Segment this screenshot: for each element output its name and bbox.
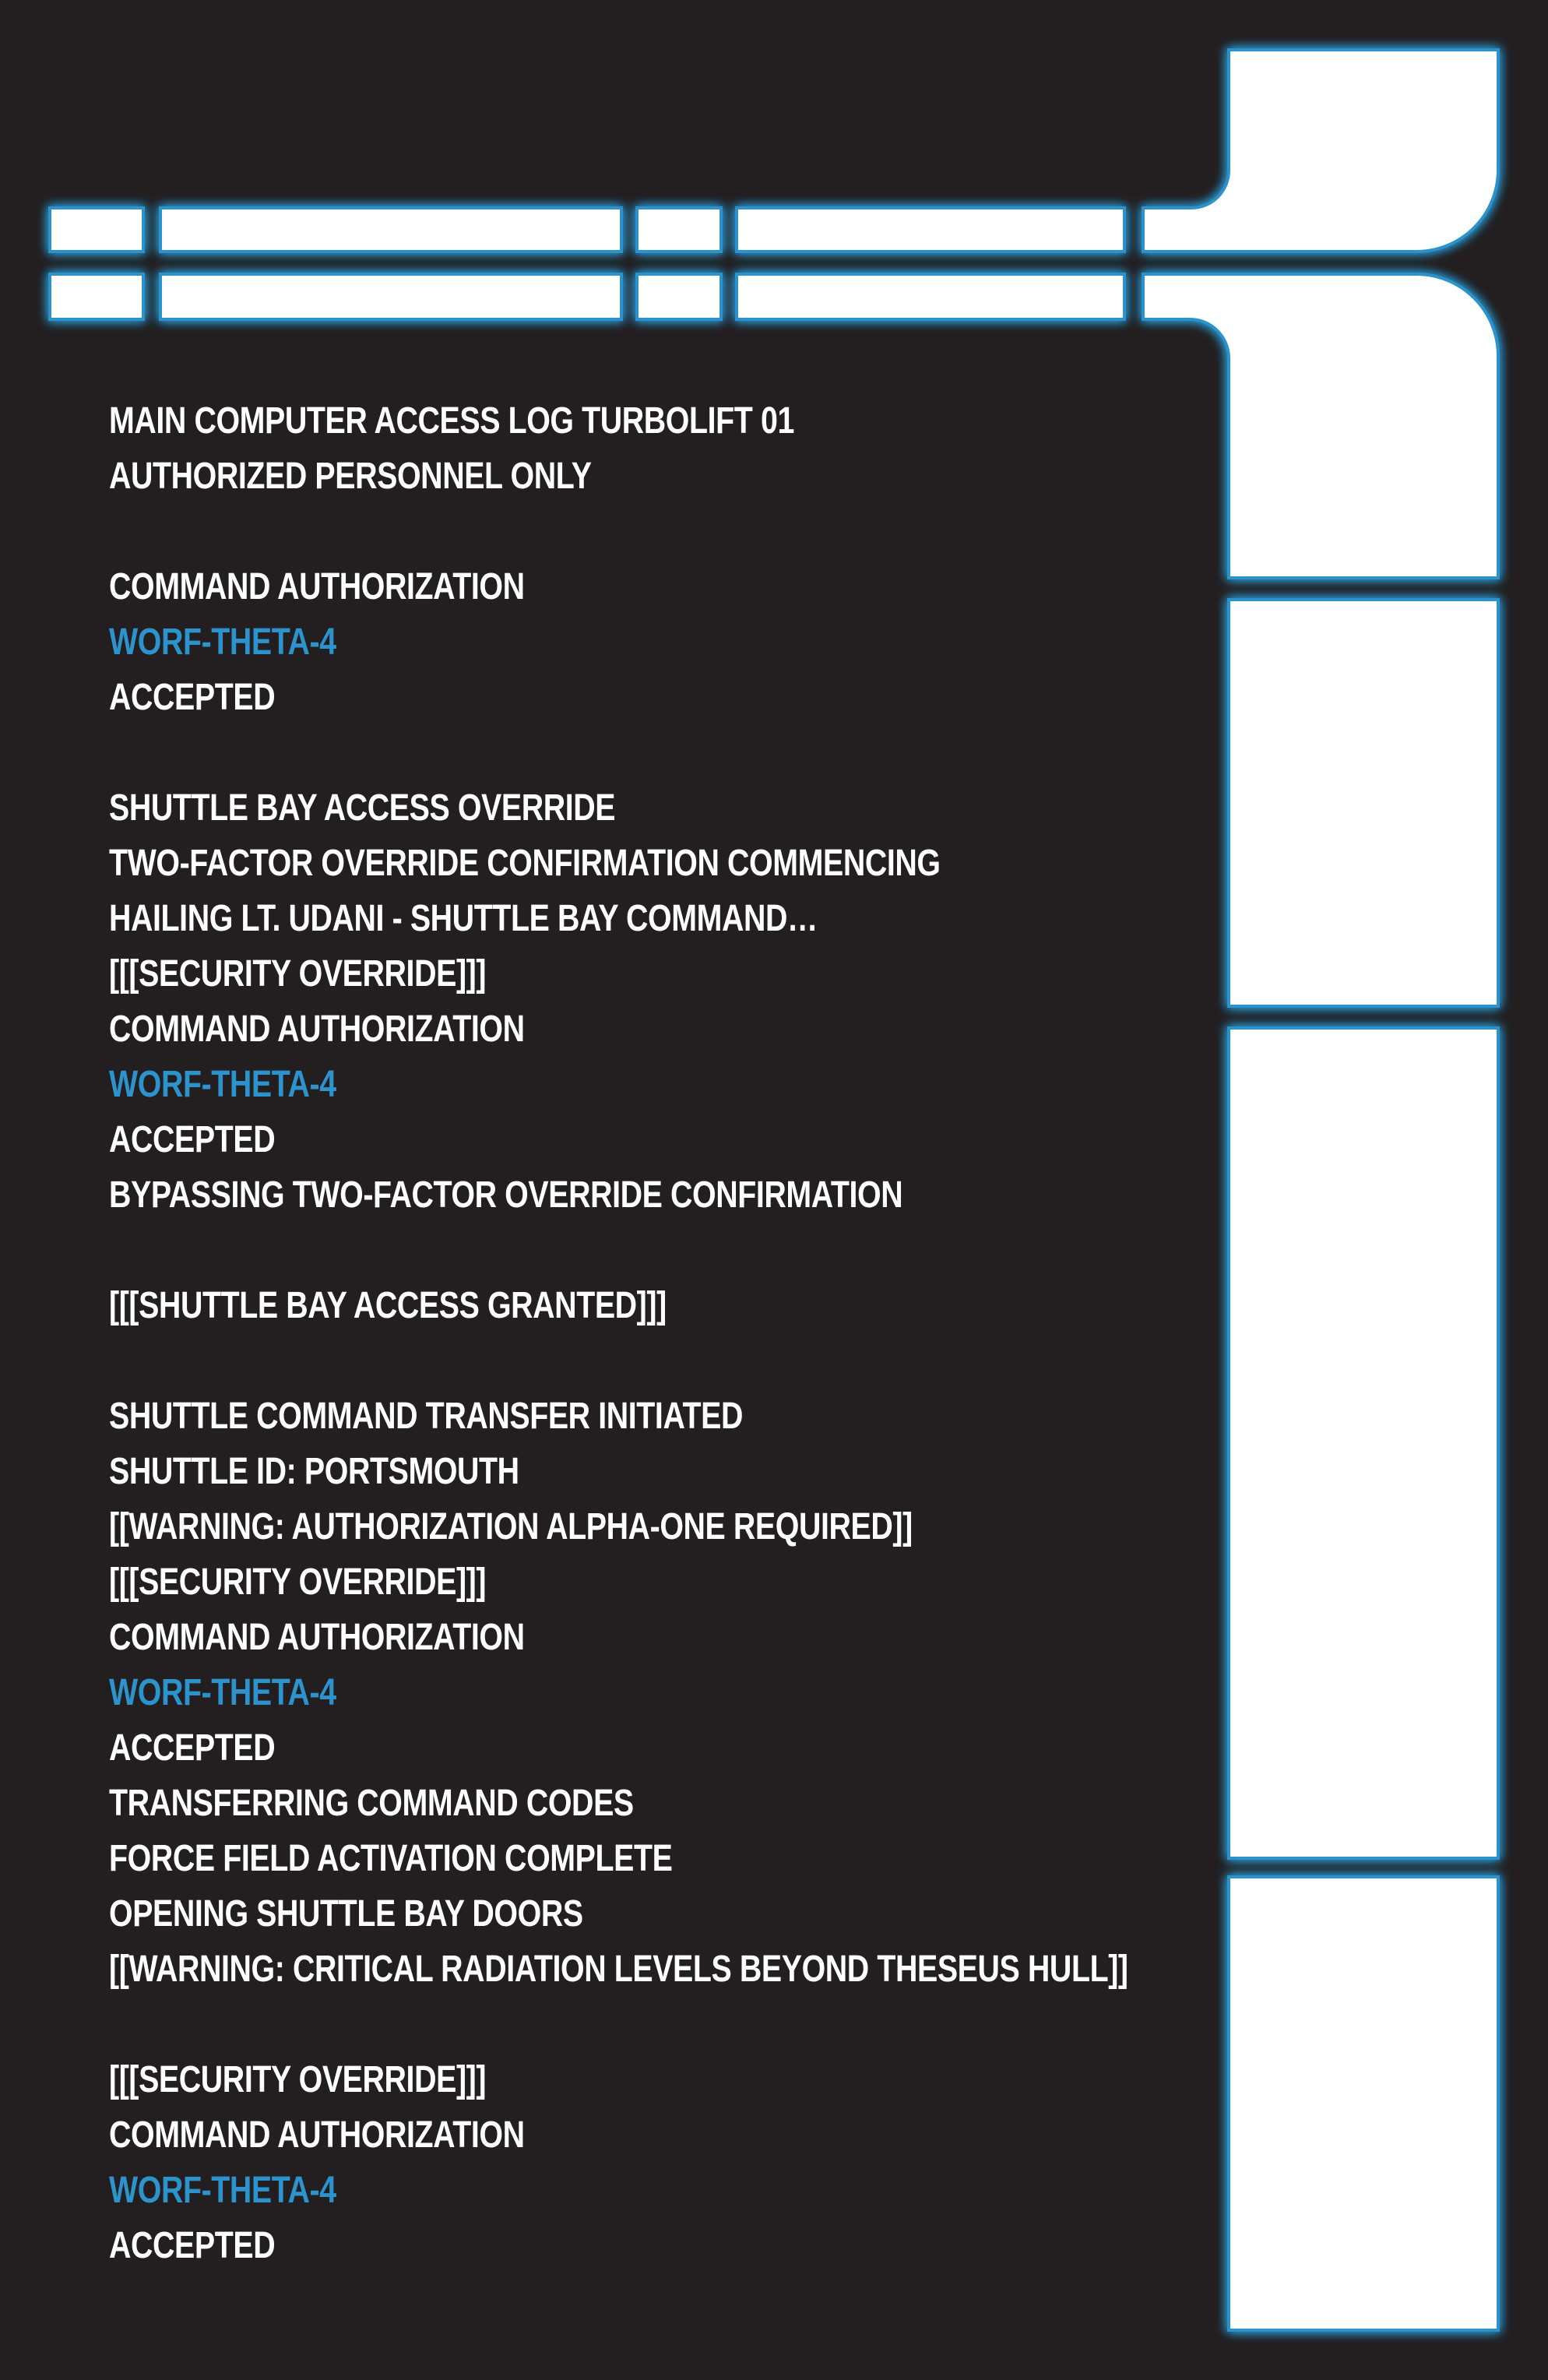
lcars-column-segment-3: [1229, 1877, 1498, 2330]
log-spacer: [109, 1223, 990, 1278]
lcars-bar-bottom-4: [737, 274, 1124, 319]
access-log: [109, 393, 1184, 2273]
log-line: ACCEPTED: [109, 1119, 276, 1160]
lcars-elbow-top: [1143, 50, 1498, 252]
log-line: TRANSFERRING COMMAND CODES: [109, 1783, 634, 1824]
log-line: OPENING SHUTTLE BAY DOORS: [109, 1893, 583, 1935]
lcars-bar-top-3: [637, 208, 721, 252]
lcars-elbow-bottom: [1143, 274, 1498, 578]
auth-code-line: WORF-THETA-4: [109, 1672, 336, 1713]
lcars-bar-top-1: [50, 208, 143, 252]
auth-code-line: WORF-THETA-4: [109, 2170, 336, 2211]
lcars-bar-top-4: [737, 208, 1124, 252]
log-line: AUTHORIZED PERSONNEL ONLY: [109, 456, 592, 497]
log-line: [[[SHUTTLE BAY ACCESS GRANTED]]]: [109, 1285, 667, 1326]
log-spacer: [109, 725, 990, 780]
lcars-bar-bottom-2: [160, 274, 621, 319]
log-line: TWO-FACTOR OVERRIDE CONFIRMATION COMMENCING: [109, 843, 941, 884]
auth-code-line: WORF-THETA-4: [109, 1064, 336, 1105]
auth-code-line: WORF-THETA-4: [109, 621, 336, 663]
lcars-bar-top-2: [160, 208, 621, 252]
lcars-column-segment-1: [1229, 600, 1498, 1006]
log-line: ACCEPTED: [109, 1727, 276, 1769]
log-line: COMMAND AUTHORIZATION: [109, 2114, 525, 2156]
log-line: COMMAND AUTHORIZATION: [109, 566, 525, 607]
log-line: BYPASSING TWO-FACTOR OVERRIDE CONFIRMATION: [109, 1174, 903, 1216]
lcars-bar-bottom-3: [637, 274, 721, 319]
log-line: SHUTTLE BAY ACCESS OVERRIDE: [109, 787, 616, 829]
log-line: [[[SECURITY OVERRIDE]]]: [109, 953, 487, 995]
lcars-column-segment-2: [1229, 1028, 1498, 1858]
log-line: SHUTTLE ID: PORTSMOUTH: [109, 1451, 519, 1492]
log-line: [[WARNING: CRITICAL RADIATION LEVELS BEYOND THESEUS HULL]]: [109, 1949, 1128, 1990]
log-line: COMMAND AUTHORIZATION: [109, 1009, 525, 1050]
log-spacer: [109, 504, 990, 559]
log-line: ACCEPTED: [109, 2225, 276, 2266]
log-spacer: [109, 1333, 990, 1389]
lcars-bar-bottom-1: [50, 274, 143, 319]
log-line: SHUTTLE COMMAND TRANSFER INITIATED: [109, 1396, 744, 1437]
log-line: [[WARNING: AUTHORIZATION ALPHA-ONE REQUIRED]]: [109, 1506, 913, 1547]
log-line: [[[SECURITY OVERRIDE]]]: [109, 1561, 487, 1603]
log-line: FORCE FIELD ACTIVATION COMPLETE: [109, 1838, 673, 1879]
log-line: MAIN COMPUTER ACCESS LOG TURBOLIFT 01: [109, 400, 794, 442]
log-spacer: [109, 1997, 990, 2052]
log-line: COMMAND AUTHORIZATION: [109, 1617, 525, 1658]
log-line: ACCEPTED: [109, 677, 276, 718]
log-line: HAILING LT. UDANI - SHUTTLE BAY COMMAND…: [109, 898, 818, 939]
log-line: [[[SECURITY OVERRIDE]]]: [109, 2059, 487, 2100]
